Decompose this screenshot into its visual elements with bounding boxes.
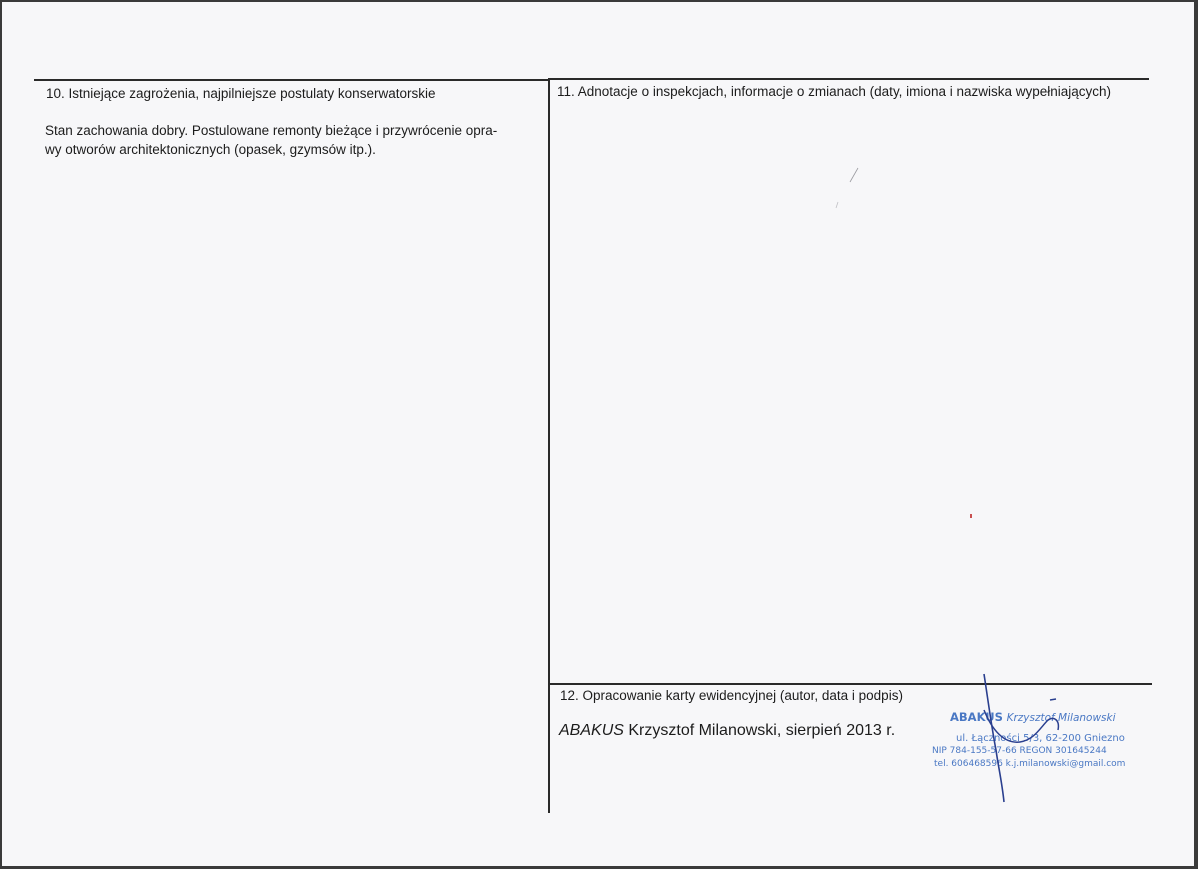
- stamp-contact: tel. 606468596 k.j.milanowski@gmail.com: [934, 759, 1126, 769]
- record-card-page: [2, 2, 1194, 866]
- stamp-ids: NIP 784-155-57-66 REGON 301645244: [932, 746, 1107, 756]
- section10-body-line2: wy otworów architektonicznych (opasek, gzymsów itp.).: [45, 142, 376, 157]
- section12-heading: 12. Opracowanie karty ewidencyjnej (autor, data i podpis): [560, 688, 903, 703]
- handwritten-signature: [932, 670, 1082, 810]
- column-divider: [548, 79, 550, 813]
- stamp-firm: ABAKUS: [950, 710, 1003, 724]
- stamp-address: ul. Łączności 5/3, 62-200 Gniezno: [956, 733, 1125, 744]
- section10-body-line1: Stan zachowania dobry. Postulowane remonty bieżące i przywrócenie opra-: [45, 123, 498, 138]
- top-rule-right: [548, 78, 1149, 80]
- top-rule-left: [34, 79, 548, 81]
- section11-heading: 11. Adnotacje o inspekcjach, informacje o zmianach (daty, imiona i nazwiska wypełniających): [557, 84, 1112, 99]
- author-firm: ABAKUS: [559, 722, 624, 739]
- section12-author: [559, 722, 895, 740]
- paper-mark: [828, 162, 868, 212]
- author-rest: Krzysztof Milanowski, sierpień 2013 r.: [623, 722, 896, 739]
- paper-speck: [970, 514, 972, 518]
- section10-heading: 10. Istniejące zagrożenia, najpilniejsze postulaty konserwatorskie: [46, 86, 436, 101]
- stamp-person: Krzysztof Milanowski: [1006, 712, 1116, 724]
